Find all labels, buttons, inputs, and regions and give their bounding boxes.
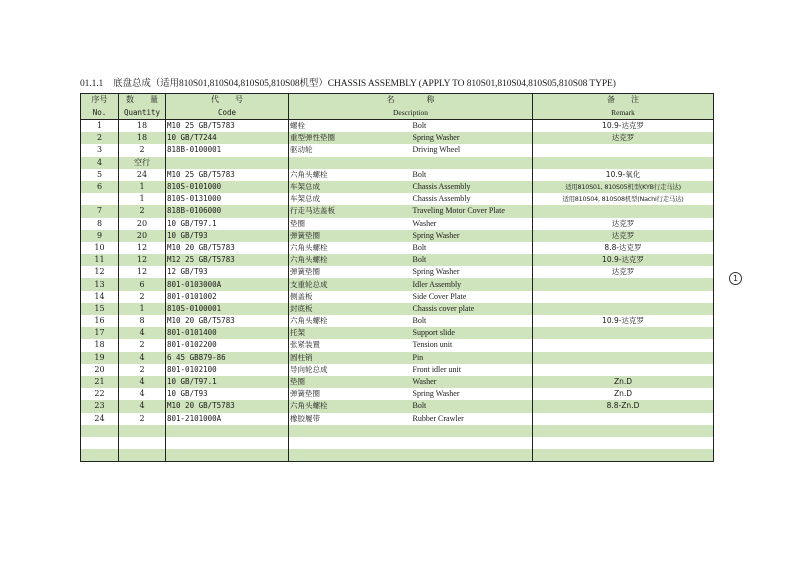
row-name-cn: 支重轮总成 — [289, 278, 412, 290]
row-number: 2 — [81, 132, 119, 144]
table-row — [81, 388, 714, 400]
table-row — [81, 266, 714, 278]
row-remark: 8.8-Zn.D — [533, 400, 714, 412]
row-description: Traveling Motor Cover Plate — [412, 205, 533, 217]
row-name-cn — [289, 425, 412, 437]
row-description: Bolt — [412, 120, 533, 133]
row-quantity: 18 — [119, 132, 166, 144]
table-header — [81, 94, 714, 120]
row-quantity: 4 — [119, 327, 166, 339]
row-name-cn: 六角头螺栓 — [289, 169, 412, 181]
row-number: 10 — [81, 242, 119, 254]
row-description: Spring Washer — [412, 132, 533, 144]
row-description: Spring Washer — [412, 388, 533, 400]
header-desc-cn: 名 称 — [289, 94, 533, 107]
row-name-cn: 六角头螺栓 — [289, 400, 412, 412]
row-name-cn: 弹簧垫圈 — [289, 266, 412, 278]
table-row — [81, 205, 714, 217]
row-code — [166, 437, 289, 449]
row-code: M10 20 GB/T5783 — [166, 400, 289, 412]
section-title — [80, 75, 626, 89]
row-remark: 10.9-氧化 — [533, 169, 714, 181]
row-remark: 达克罗 — [533, 218, 714, 230]
row-description — [412, 157, 533, 169]
row-quantity: 12 — [119, 266, 166, 278]
header-desc-en: Description — [289, 107, 533, 120]
row-number: 3 — [81, 144, 119, 156]
header-qty-en: Quantity — [119, 107, 166, 120]
row-remark — [533, 205, 714, 217]
row-remark: 10.9-达克罗 — [533, 315, 714, 327]
row-number — [81, 425, 119, 437]
table-row — [81, 132, 714, 144]
table-row — [81, 181, 714, 193]
row-name-cn: 弹簧垫圈 — [289, 230, 412, 242]
table-row — [81, 413, 714, 425]
row-number: 9 — [81, 230, 119, 242]
row-name-cn: 导向轮总成 — [289, 364, 412, 376]
row-quantity: 8 — [119, 315, 166, 327]
row-quantity: 6 — [119, 278, 166, 290]
table-row — [81, 254, 714, 266]
row-number: 21 — [81, 376, 119, 388]
row-number: 23 — [81, 400, 119, 412]
row-name-cn: 垫圈 — [289, 218, 412, 230]
row-code: M10 25 GB/T5783 — [166, 169, 289, 181]
row-name-cn: 车架总成 — [289, 193, 412, 205]
section-title-text: 底盘总成（适用810S01,810S04,810S05,810S08机型）CHASSIS ASSEMBLY (APPLY TO 810S01,810S04,810S05,810S08 TYPE) — [113, 79, 616, 89]
header-code-cn: 代 号 — [166, 94, 289, 107]
row-code: 10 GB/T93 — [166, 230, 289, 242]
row-quantity: 2 — [119, 339, 166, 351]
row-description: Idler Assembly — [412, 278, 533, 290]
row-code: M10 20 GB/T5783 — [166, 315, 289, 327]
row-name-cn: 侧盖板 — [289, 291, 412, 303]
row-description: Bolt — [412, 315, 533, 327]
row-description: Support slide — [412, 327, 533, 339]
header-no-cn: 序号 — [81, 94, 119, 107]
table-row — [81, 169, 714, 181]
row-code: 12 GB/T93 — [166, 266, 289, 278]
row-quantity: 20 — [119, 218, 166, 230]
row-quantity: 2 — [119, 205, 166, 217]
row-quantity: 18 — [119, 120, 166, 133]
row-remark: 适用810S04, 810S08机型(Nachi行走马达) — [533, 193, 714, 205]
row-name-cn — [289, 157, 412, 169]
row-name-cn: 圆柱销 — [289, 352, 412, 364]
row-description: Spring Washer — [412, 266, 533, 278]
row-quantity — [119, 425, 166, 437]
row-remark — [533, 144, 714, 156]
row-description — [412, 449, 533, 462]
table-row — [81, 193, 714, 205]
row-code: 818B-0100001 — [166, 144, 289, 156]
row-remark: 达克罗 — [533, 266, 714, 278]
table-row — [81, 327, 714, 339]
row-quantity: 12 — [119, 242, 166, 254]
table-row — [81, 120, 714, 133]
row-number: 8 — [81, 218, 119, 230]
row-code: 801-0101400 — [166, 327, 289, 339]
row-quantity: 2 — [119, 291, 166, 303]
row-code: 801-0101002 — [166, 291, 289, 303]
row-remark: 达克罗 — [533, 230, 714, 242]
row-description: Chassis cover plate — [412, 303, 533, 315]
row-description — [412, 437, 533, 449]
row-number: 1 — [81, 120, 119, 133]
table-row — [81, 315, 714, 327]
row-number — [81, 193, 119, 205]
row-number — [81, 437, 119, 449]
row-number: 19 — [81, 352, 119, 364]
row-code: 10 GB/T97.1 — [166, 218, 289, 230]
table-row — [81, 376, 714, 388]
row-code — [166, 157, 289, 169]
row-quantity: 1 — [119, 303, 166, 315]
row-description: Washer — [412, 376, 533, 388]
row-remark — [533, 157, 714, 169]
row-name-cn: 车架总成 — [289, 181, 412, 193]
header-remark-en: Remark — [533, 107, 714, 120]
row-remark — [533, 425, 714, 437]
table-row — [81, 144, 714, 156]
row-number: 5 — [81, 169, 119, 181]
table-row — [81, 303, 714, 315]
row-description: Side Cover Plate — [412, 291, 533, 303]
row-remark — [533, 352, 714, 364]
row-remark — [533, 327, 714, 339]
row-name-cn: 六角头螺栓 — [289, 242, 412, 254]
row-description: Bolt — [412, 169, 533, 181]
row-name-cn: 橡胶履带 — [289, 413, 412, 425]
row-number: 24 — [81, 413, 119, 425]
row-name-cn: 螺栓 — [289, 120, 412, 133]
parts-table — [80, 93, 714, 462]
row-description: Driving Wheel — [412, 144, 533, 156]
row-name-cn: 张紧装置 — [289, 339, 412, 351]
row-quantity: 12 — [119, 254, 166, 266]
row-remark: 达克罗 — [533, 132, 714, 144]
row-number: 7 — [81, 205, 119, 217]
row-name-cn: 封底板 — [289, 303, 412, 315]
row-quantity: 4 — [119, 352, 166, 364]
row-name-cn: 重型弹性垫圈 — [289, 132, 412, 144]
row-remark — [533, 413, 714, 425]
row-remark — [533, 303, 714, 315]
row-code: 801-0102100 — [166, 364, 289, 376]
row-description: Bolt — [412, 400, 533, 412]
row-quantity: 24 — [119, 169, 166, 181]
row-remark — [533, 291, 714, 303]
table-row — [81, 218, 714, 230]
row-remark — [533, 449, 714, 462]
row-quantity: 4 — [119, 388, 166, 400]
row-number: 22 — [81, 388, 119, 400]
row-code — [166, 425, 289, 437]
row-number: 15 — [81, 303, 119, 315]
row-description: Washer — [412, 218, 533, 230]
row-number: 14 — [81, 291, 119, 303]
row-code: 10 GB/T7244 — [166, 132, 289, 144]
row-remark: Zn.D — [533, 376, 714, 388]
table-row — [81, 339, 714, 351]
row-quantity: 4 — [119, 376, 166, 388]
header-code-en: Code — [166, 107, 289, 120]
row-code — [166, 449, 289, 462]
row-name-cn — [289, 437, 412, 449]
table-row — [81, 291, 714, 303]
row-number: 17 — [81, 327, 119, 339]
row-number: 4 — [81, 157, 119, 169]
table-row — [81, 278, 714, 290]
header-qty-cn: 数 量 — [119, 94, 166, 107]
row-code: 810S-0101000 — [166, 181, 289, 193]
table-row — [81, 352, 714, 364]
row-quantity: 2 — [119, 413, 166, 425]
row-description: Spring Washer — [412, 230, 533, 242]
row-name-cn: 垫圈 — [289, 376, 412, 388]
row-quantity: 空行 — [119, 157, 166, 169]
table-body — [81, 120, 714, 462]
row-code: M10 20 GB/T5783 — [166, 242, 289, 254]
row-quantity: 2 — [119, 144, 166, 156]
row-remark: Zn.D — [533, 388, 714, 400]
row-number — [81, 449, 119, 462]
row-number: 11 — [81, 254, 119, 266]
row-code: M10 25 GB/T5783 — [166, 120, 289, 133]
row-code: 818B-0106000 — [166, 205, 289, 217]
row-name-cn: 六角头螺栓 — [289, 254, 412, 266]
row-code: 810S-0100001 — [166, 303, 289, 315]
row-quantity — [119, 449, 166, 462]
row-number: 12 — [81, 266, 119, 278]
row-remark — [533, 339, 714, 351]
table-row — [81, 242, 714, 254]
row-quantity: 1 — [119, 193, 166, 205]
page-marker-circle: 1 — [729, 272, 742, 285]
row-remark: 10.9-达克罗 — [533, 120, 714, 133]
row-description — [412, 425, 533, 437]
row-number: 13 — [81, 278, 119, 290]
table-row — [81, 230, 714, 242]
row-description: Rubber Crawler — [412, 413, 533, 425]
row-remark — [533, 278, 714, 290]
row-quantity: 4 — [119, 400, 166, 412]
row-remark: 10.9-达克罗 — [533, 254, 714, 266]
row-number: 6 — [81, 181, 119, 193]
row-description: Front idler unit — [412, 364, 533, 376]
row-remark — [533, 364, 714, 376]
row-name-cn: 六角头螺栓 — [289, 315, 412, 327]
header-no-en: No. — [81, 107, 119, 120]
section-number: 01.1.1 — [80, 79, 104, 89]
row-name-cn: 弹簧垫圈 — [289, 388, 412, 400]
table-row — [81, 364, 714, 376]
row-code: 801-2101000A — [166, 413, 289, 425]
row-description: Bolt — [412, 242, 533, 254]
row-quantity — [119, 437, 166, 449]
header-remark-cn: 备 注 — [533, 94, 714, 107]
row-code: M12 25 GB/T5783 — [166, 254, 289, 266]
row-description: Bolt — [412, 254, 533, 266]
row-description: Tension unit — [412, 339, 533, 351]
row-code: 810S-0131000 — [166, 193, 289, 205]
row-name-cn: 行走马达盖板 — [289, 205, 412, 217]
row-remark: 适用810S01, 810S05机型(KYB行走马达) — [533, 181, 714, 193]
row-code: 10 GB/T97.1 — [166, 376, 289, 388]
row-quantity: 2 — [119, 364, 166, 376]
row-quantity: 1 — [119, 181, 166, 193]
row-name-cn: 托架 — [289, 327, 412, 339]
table-row — [81, 437, 714, 449]
row-number: 20 — [81, 364, 119, 376]
row-number: 18 — [81, 339, 119, 351]
table-row — [81, 400, 714, 412]
row-code: 801-0103000A — [166, 278, 289, 290]
row-code: 801-0102200 — [166, 339, 289, 351]
row-number: 16 — [81, 315, 119, 327]
row-description: Pin — [412, 352, 533, 364]
row-remark — [533, 437, 714, 449]
table-row — [81, 449, 714, 462]
row-name-cn: 驱动轮 — [289, 144, 412, 156]
row-quantity: 20 — [119, 230, 166, 242]
table-row — [81, 425, 714, 437]
row-description: Chassis Assembly — [412, 181, 533, 193]
row-code: 6 45 GB879-86 — [166, 352, 289, 364]
table-row — [81, 157, 714, 169]
row-code: 10 GB/T93 — [166, 388, 289, 400]
row-remark: 8.8-达克罗 — [533, 242, 714, 254]
row-name-cn — [289, 449, 412, 462]
row-description: Chassis Assembly — [412, 193, 533, 205]
